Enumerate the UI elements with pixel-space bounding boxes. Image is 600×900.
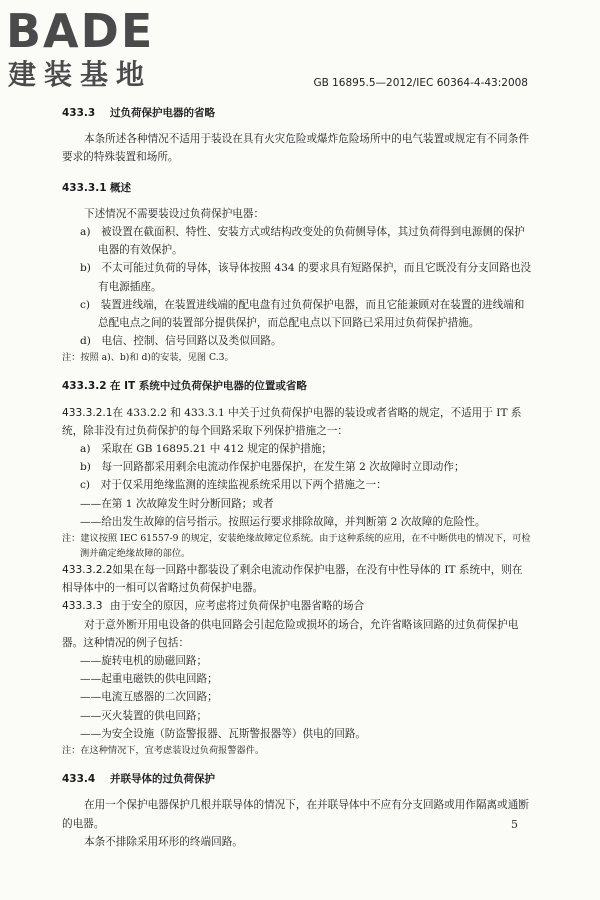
list-item-c: c) 对于仅采用绝缘监测的连续监视系统采用以下两个措施之一： xyxy=(80,479,387,492)
dash-item: ——旋转电机的励磁回路； xyxy=(80,655,208,668)
dash-item: ——在第 1 次故障发生时分断回路；或者 xyxy=(80,497,274,510)
list-item-c: c) 装置进线端，在装置进线端的配电盘有过负荷保护电器，而且它能兼顾对在装置的进线端和总配电点之间的装置部分提供保护，而总配电点以下回路已采用过负荷保护措施。 xyxy=(80,298,525,330)
dash-item: ——为安全设施（防盗警报器、瓦斯警报器等）供电的回路。 xyxy=(80,727,367,740)
list-item-d: d) 电信、控制、信号回路以及类似回路。 xyxy=(80,335,282,348)
heading-433-4: 433.4 并联导体的过负荷保护 xyxy=(62,773,215,786)
logo-subtitle: 建装基地 xyxy=(8,58,153,91)
page-number: 5 xyxy=(511,818,518,831)
document-body xyxy=(62,104,532,851)
heading-433-3-1: 433.3.1 概述 xyxy=(62,181,131,194)
para-433-4-1: 在用一个保护电器保护几根并联导体的情况下，在并联导体中不应有分支回路或用作隔离或通断的电器。 xyxy=(62,799,529,830)
dash-item: ——电流互感器的二次回路； xyxy=(80,691,218,704)
para-433-3-2-2: 433.3.2.2如果在每一回路中都装设了剩余电流动作保护电器，在没有中性导体的 IT 系统中，则在相导体中的一相可以省略过负荷保护电器。 xyxy=(62,564,523,595)
standard-code: GB 16895.5—2012/IEC 60364-4-43:2008 xyxy=(313,77,528,89)
heading-433-3: 433.3 过负荷保护电器的省略 xyxy=(62,107,215,119)
para-433-3-3-body: 对于意外断开用电设备的供电回路会引起危险或损坏的场合，允许省略该回路的过负荷保护电器。这种情况的例子包括： xyxy=(62,618,519,649)
dash-item: ——给出发生故障的信号指示。按照运行要求排除故障，并判断第 2 次故障的危险性。 xyxy=(80,515,486,528)
bade-logo xyxy=(6,6,181,94)
list-item-b: b) 不太可能过负荷的导体，该导体按照 434 的要求具有短路保护，而且它既没有分支回路也没有电源插座。 xyxy=(80,262,532,293)
list-item-b: b) 每一回路都采用剩余电流动作保护电器保护，在发生第 2 次故障时立即动作； xyxy=(80,461,465,474)
intro-433-3-1: 下述情况不需要装设过负荷保护电器： xyxy=(84,207,265,220)
list-item-a: a) 被设置在截面积、特性、安装方式或结构改变处的负荷侧导体，其过负荷得到电源侧的保护电器的有效保护。 xyxy=(80,226,525,257)
dash-item: ——灭火装置的供电回路； xyxy=(80,709,208,722)
para-433-4-2: 本条不排除采用环形的终端回路。 xyxy=(84,835,243,848)
para-433-3: 本条所述各种情况不适用于装设在具有火灾危险或爆炸危险场所中的电气装置或规定有不同条件要求的特殊装置和场所。 xyxy=(62,133,529,164)
dash-item: ——起重电磁铁的供电回路； xyxy=(80,673,218,686)
heading-433-3-2: 433.3.2 在 IT 系统中过负荷保护电器的位置或省略 xyxy=(62,380,307,393)
para-433-3-2-1: 433.3.2.1在 433.2.2 和 433.3.1 中关于过负荷保护电器的装设或者省略的规定，不适用于 IT 系统，除非没有过负荷保护的每个回路采取下列保护措施之一： xyxy=(62,406,522,437)
note-433-3-3: 注：在这种情况下，宜考虑装设过负荷报警器件。 xyxy=(62,745,265,757)
list-item-a: a) 采取在 GB 16895.21 中 412 规定的保护措施； xyxy=(80,443,333,456)
note-433-3-2: 注：建议按照 IEC 61557-9 的规定，安装绝缘故障定位系统。由于这种系统的应用，在不中断供电的情况下，可检测并确定绝缘故障的部位。 xyxy=(62,533,531,560)
note-433-3-1: 注：按照 a)、b)和 d)的安装，见图 C.3。 xyxy=(62,352,234,364)
para-433-3-3: 433.3.3 由于安全的原因，应考虑将过负荷保护电器省略的场合 xyxy=(62,600,365,613)
logo-wordmark: BADE xyxy=(6,4,155,58)
